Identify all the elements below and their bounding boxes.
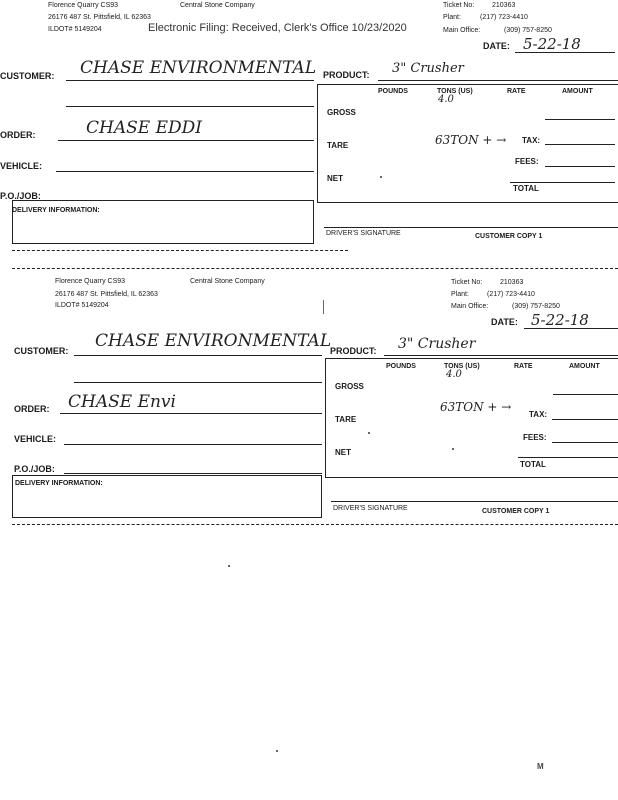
scan-speck: [452, 448, 454, 450]
signature-label: DRIVER'S SIGNATURE: [326, 230, 401, 237]
quarry-name: Florence Quarry CS93: [55, 278, 126, 285]
signature-line: [331, 501, 618, 502]
total-label: TOTAL: [520, 460, 546, 469]
col-pounds: POUNDS: [378, 88, 408, 95]
tax-label: TAX:: [522, 136, 541, 145]
vehicle-label: VEHICLE:: [0, 161, 43, 171]
order-label: ORDER:: [0, 130, 36, 140]
date-value: 5-22-18: [523, 35, 581, 53]
customer-line: [74, 355, 322, 356]
filing-stamp: Electronic Filing: Received, Clerk's Office 10/23/2020: [148, 22, 407, 34]
weight-table: [325, 358, 618, 478]
po-job-line: [64, 473, 322, 474]
po-job-label: P.O./JOB:: [14, 464, 55, 474]
net-label: NET: [335, 448, 351, 457]
date-line: [524, 328, 618, 329]
order-label: ORDER:: [14, 404, 50, 414]
amount-line: [545, 119, 615, 120]
col-amount: AMOUNT: [562, 88, 593, 95]
col-rate: RATE: [507, 88, 526, 95]
tear-line-2: [12, 524, 618, 525]
order-value: CHASE Envi: [68, 392, 176, 412]
tare-label: TARE: [335, 415, 357, 424]
tear-line-1a: [12, 250, 348, 251]
fees-label: FEES:: [523, 433, 547, 442]
date-label: DATE:: [483, 41, 510, 51]
order-line: [60, 413, 322, 414]
net-label: NET: [327, 174, 343, 183]
customer-value: CHASE ENVIRONMENTAL: [95, 331, 332, 351]
product-label: PRODUCT:: [330, 346, 377, 356]
date-value: 5-22-18: [531, 311, 589, 329]
customer-copy-label: CUSTOMER COPY 1: [482, 508, 550, 515]
ticket-no-label: Ticket No:: [443, 2, 475, 9]
total-line: [510, 182, 615, 183]
customer-line-2: [74, 382, 322, 383]
po-job-label: P.O./JOB:: [0, 191, 41, 201]
main-office-phone: (309) 757-8250: [512, 303, 560, 310]
gross-label: GROSS: [327, 108, 356, 117]
ticket-no-label: Ticket No:: [451, 279, 483, 286]
scan-speck: [323, 300, 324, 314]
main-office-phone: (309) 757-8250: [504, 27, 552, 34]
tare-handwritten: 63TON + →: [440, 400, 512, 414]
tax-label: TAX:: [529, 410, 548, 419]
company-name: Central Stone Company: [190, 278, 265, 285]
fees-label: FEES:: [515, 157, 539, 166]
customer-label: CUSTOMER:: [0, 71, 55, 81]
amount-line: [553, 394, 618, 395]
product-value: 3" Crusher: [398, 336, 476, 352]
total-label: TOTAL: [513, 184, 539, 193]
date-line: [515, 52, 615, 53]
tear-line-1b: [12, 268, 618, 269]
customer-copy-label: CUSTOMER COPY 1: [475, 233, 543, 240]
order-value: CHASE EDDI: [86, 118, 202, 138]
signature-line: [324, 227, 618, 228]
customer-line: [66, 80, 314, 81]
scan-speck: [228, 565, 230, 567]
plant-label: Plant:: [443, 14, 461, 21]
product-label: PRODUCT:: [323, 70, 370, 80]
vehicle-line: [64, 444, 322, 445]
tax-line: [552, 419, 618, 420]
customer-value: CHASE ENVIRONMENTAL: [80, 58, 317, 78]
vehicle-line: [56, 171, 314, 172]
plant-phone: (217) 723-4410: [480, 14, 528, 21]
col-rate: RATE: [514, 363, 533, 370]
date-label: DATE:: [491, 317, 518, 327]
ildot-number: ILDOT# 5149204: [48, 26, 102, 33]
col-tons: TONS (US): [437, 88, 473, 95]
tare-handwritten: 63TON + →: [435, 133, 507, 147]
product-line: [384, 355, 618, 356]
quarry-name: Florence Quarry CS93: [48, 2, 119, 9]
signature-label: DRIVER'S SIGNATURE: [333, 505, 408, 512]
ticket-no: 210363: [500, 279, 524, 286]
col-tons: TONS (US): [444, 363, 480, 370]
total-line: [518, 457, 618, 458]
main-office-label: Main Office:: [451, 303, 489, 310]
fees-line: [545, 166, 615, 167]
order-line: [58, 140, 314, 141]
tons-handwritten: 4.0: [446, 369, 462, 380]
scan-speck: [276, 750, 278, 752]
col-amount: AMOUNT: [569, 363, 600, 370]
quarry-address: 26176 487 St. Pittsfield, IL 62363: [48, 14, 151, 21]
delivery-info-label: DELIVERY INFORMATION:: [12, 207, 100, 214]
tax-line: [545, 144, 615, 145]
plant-phone: (217) 723-4410: [487, 291, 535, 298]
ildot-number: ILDOT# 5149204: [55, 302, 109, 309]
vehicle-label: VEHICLE:: [14, 434, 57, 444]
col-pounds: POUNDS: [386, 363, 416, 370]
main-office-label: Main Office:: [443, 27, 481, 34]
tare-label: TARE: [327, 141, 349, 150]
quarry-address: 26176 487 St. Pittsfield, IL 62363: [55, 291, 158, 298]
tons-handwritten: 4.0: [438, 94, 454, 105]
fees-line: [552, 442, 618, 443]
company-name: Central Stone Company: [180, 2, 255, 9]
page-mark: M: [537, 762, 544, 771]
ticket-no: 210363: [492, 2, 516, 9]
plant-label: Plant:: [451, 291, 469, 298]
delivery-info-label: DELIVERY INFORMATION:: [15, 480, 103, 487]
product-value: 3" Crusher: [392, 61, 464, 76]
customer-line-2: [66, 106, 314, 107]
scan-speck: [380, 176, 382, 178]
product-line: [378, 80, 618, 81]
scan-speck: [368, 432, 370, 434]
customer-label: CUSTOMER:: [14, 346, 69, 356]
gross-label: GROSS: [335, 382, 364, 391]
